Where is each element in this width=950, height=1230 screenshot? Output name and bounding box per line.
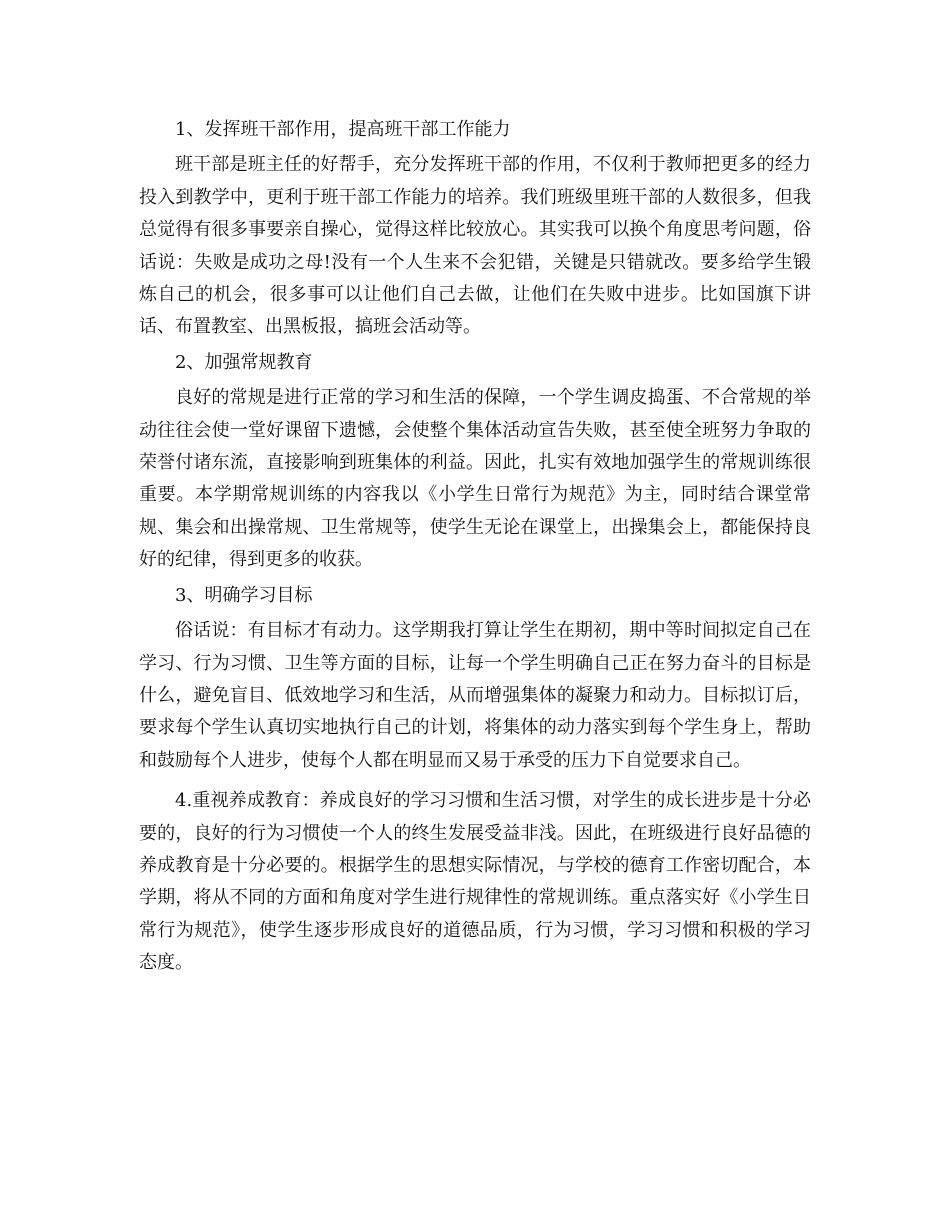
section-2-heading: 2、加强常规教育 <box>175 351 313 373</box>
section-3-paragraph: 俗话说：有目标才有动力。这学期我打算让学生在期初，期中等时间拟定自己在学习、行为习惯、卫生等方面的目标，让每一个学生明确自己正在努力奋斗的目标是什么，避免盲目、低效地学习和生活，从而增强集体的凝聚力和动力。目标拟订后，要求每个学生认真切实地执行自己的计划，将集体的动力落实到每个学生身上，帮助和鼓励每个人进步，使每个人都在明显而又易于承受的压力下自觉要求自己。 <box>139 620 811 771</box>
section-2-paragraph: 良好的常规是进行正常的学习和生活的保障，一个学生调皮捣蛋、不合常规的举动往往会使一堂好课留下遗憾，会使整个集体活动宣告失败，甚至使全班努力争取的荣誉付诸东流，直接影响到班集体的利益。因此，扎实有效地加强学生的常规训练很重要。本学期常规训练的内容我以《小学生日常行为规范》为主，同时结合课堂常规、集会和出操常规、卫生常规等，使学生无论在课堂上，出操集会上，都能保持良好的纪律，得到更多的收获。 <box>139 387 811 571</box>
section-1-heading: 1、发挥班干部作用，提高班干部工作能力 <box>175 119 511 140</box>
section-4-paragraph: 4.重视养成教育：养成良好的学习习惯和生活习惯，对学生的成长进步是十分必要的，良好的行为习惯使一个人的终生发展受益非浅。因此，在班级进行良好品德的养成教育是十分必要的。根据学生的思想实际情况，与学校的德育工作密切配合，本学期，将从不同的方面和角度对学生进行规律性的常规训练。重点落实好《小学生日常行为规范》，使学生逐步形成良好的道德品质，行为习惯，学习习惯和积极的学习态度。 <box>139 790 811 974</box>
section-3-heading: 3、明确学习目标 <box>175 584 313 606</box>
section-1-paragraph: 班干部是班主任的好帮手，充分发挥班干部的作用，不仅利于教师把更多的经力投入到教学中，更利于班干部工作能力的培养。我们班级里班干部的人数很多，但我总觉得有很多事要亲自操心，觉得这样比较放心。其实我可以换个角度思考问题，俗话说：失败是成功之母!没有一个人生来不会犯错，关键是只错就改。要多给学生锻炼自己的机会，很多事可以让他们自己去做，让他们在失败中进步。比如国旗下讲话、布置教室、出黑板报，搞班会活动等。 <box>139 154 811 338</box>
document-body <box>139 114 811 983</box>
